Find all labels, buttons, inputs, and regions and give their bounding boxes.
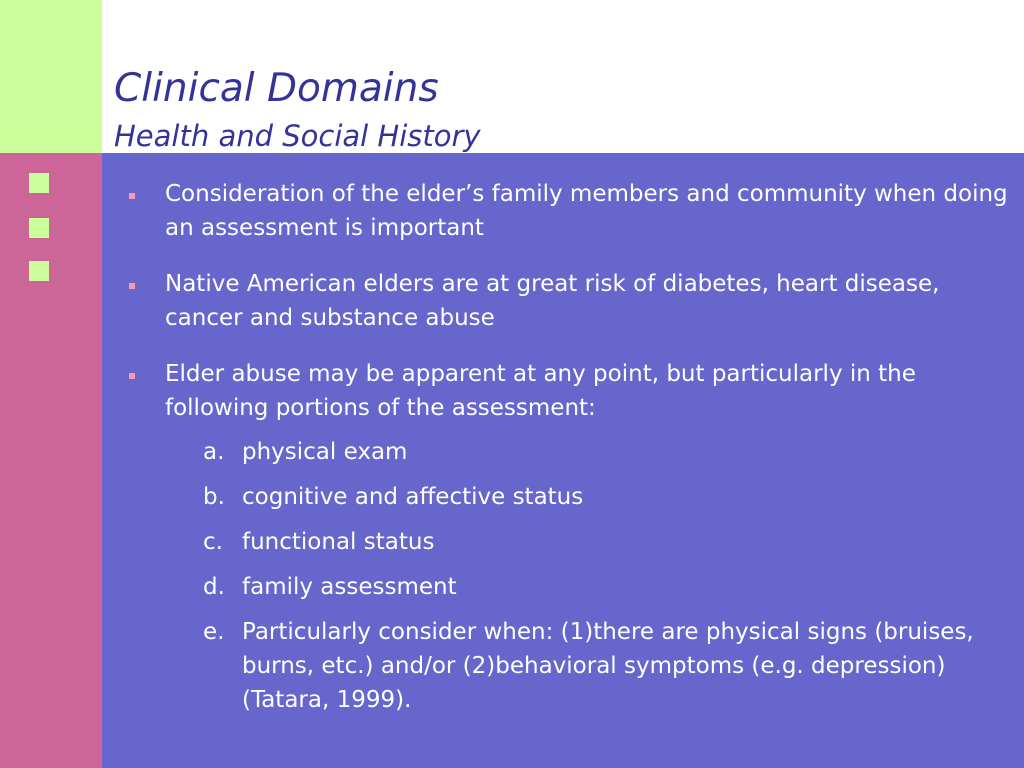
bullet-item: [125, 357, 1010, 717]
sub-item-letter: e.: [203, 619, 225, 645]
sub-item-text: cognitive and affective status: [242, 484, 584, 510]
slide-title: Clinical Domains: [114, 66, 439, 111]
sub-item: [165, 615, 1010, 717]
assessment-sublist: [165, 435, 1010, 717]
lime-square-decoration: [29, 261, 49, 281]
sub-item: [165, 570, 1010, 604]
sub-item-letter: a.: [203, 439, 225, 465]
sub-item-text: family assessment: [242, 574, 457, 600]
bullet-text: Native American elders are at great risk of diabetes, heart disease, cancer and substance abuse: [165, 271, 940, 331]
sub-item: [165, 525, 1010, 559]
sub-item: [165, 480, 1010, 514]
sub-item-letter: b.: [203, 484, 225, 510]
square-bullet-icon: [129, 283, 135, 289]
bullet-text: Elder abuse may be apparent at any point, but particularly in the following portions of the assessment:: [165, 361, 916, 421]
sub-item-text: physical exam: [242, 439, 408, 465]
square-bullet-icon: [129, 193, 135, 199]
slide-subtitle: Health and Social History: [114, 119, 481, 153]
bullet-item: [125, 177, 1010, 245]
bullet-list: [125, 177, 1010, 739]
lime-square-decoration: [29, 218, 49, 238]
bullet-text: Consideration of the elder’s family members and community when doing an assessment is important: [165, 181, 1008, 241]
square-bullet-icon: [129, 373, 135, 379]
sub-item-text: Particularly consider when: (1)there are physical signs (bruises, burns, etc.) and/or (2)behavioral symptoms (e.g. depression) (Tatara, 1999).: [242, 619, 974, 713]
sub-item-text: functional status: [242, 529, 435, 555]
sub-item-letter: c.: [203, 529, 223, 555]
sub-item: [165, 435, 1010, 469]
lime-accent-block: [0, 0, 102, 153]
left-pink-bar: [0, 153, 102, 768]
sub-item-letter: d.: [203, 574, 225, 600]
bullet-item: [125, 267, 1010, 335]
lime-square-decoration: [29, 173, 49, 193]
